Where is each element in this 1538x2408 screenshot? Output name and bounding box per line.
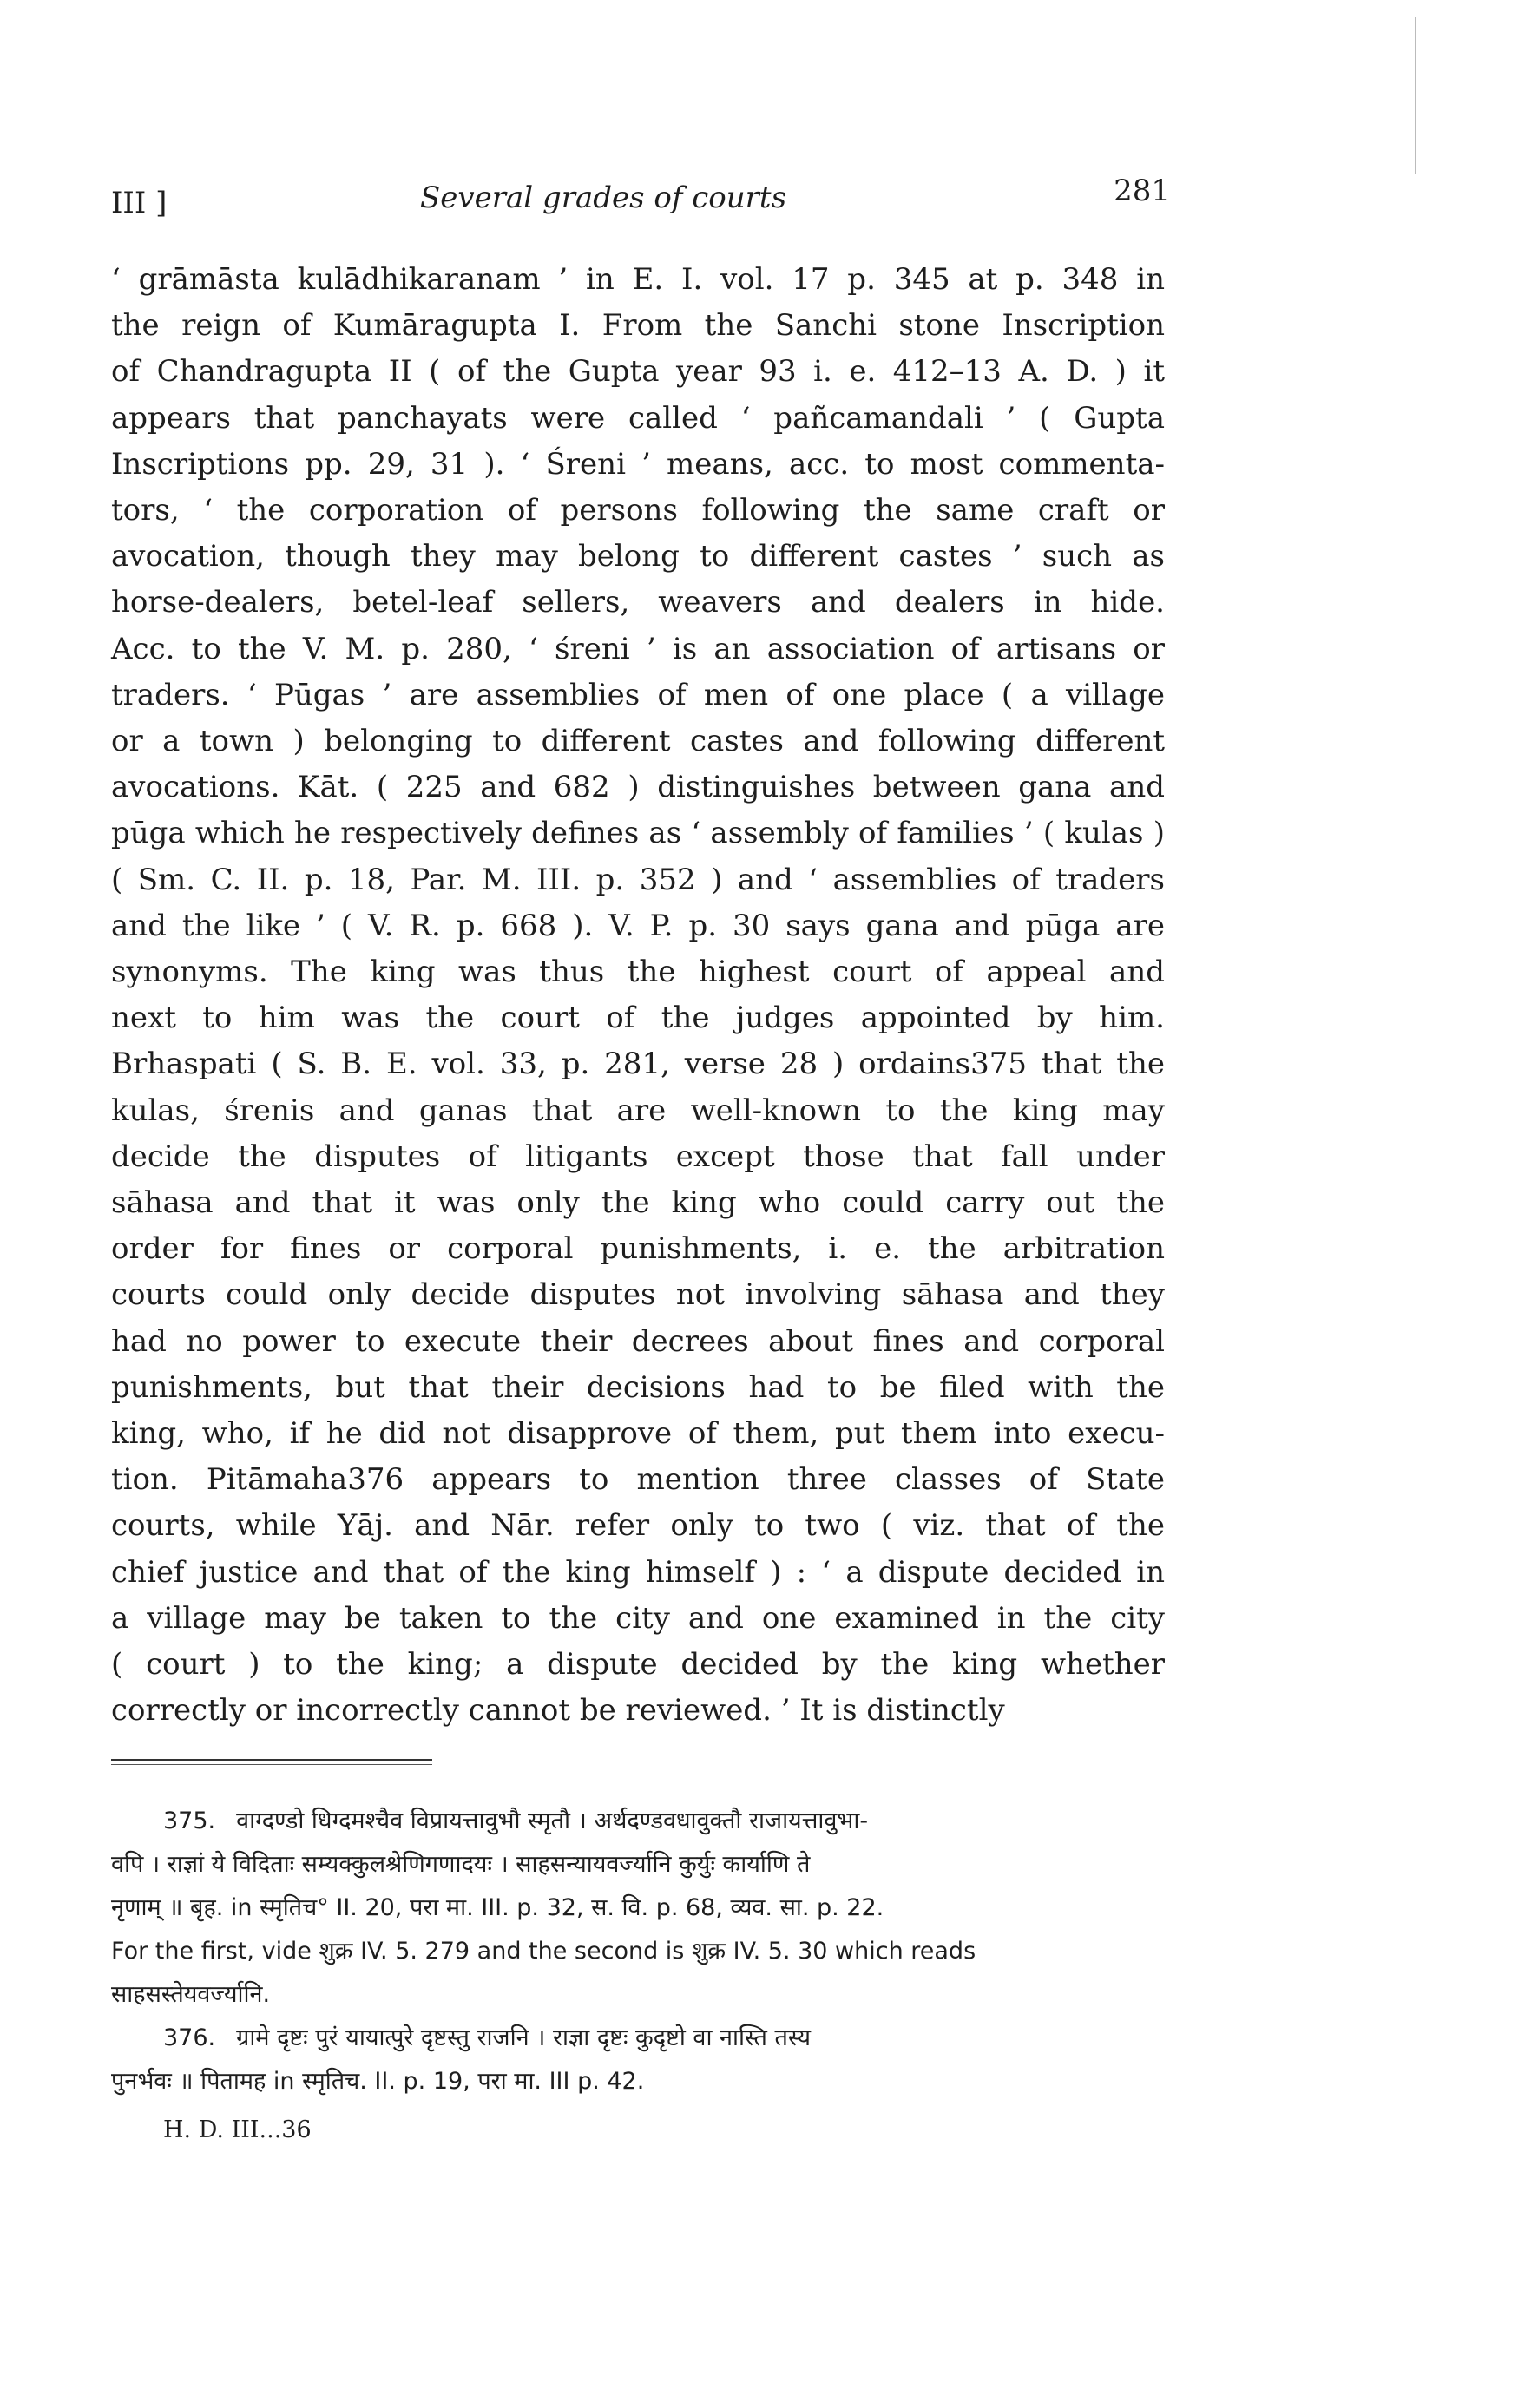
footnote-number: 376. [163, 2024, 216, 2051]
body-line: Acc. to the V. M. p. 280, ‘ śreni ’ is an association of artisans or [111, 631, 1165, 666]
footnote-375-line-4: साहसस्तेयवर्ज्यानि. [111, 1980, 271, 2008]
footnote-rule [111, 1759, 432, 1765]
footnote-376-line-1: पुनर्भवः ॥ पितामह in स्मृतिच. II. p. 19, परा मा. III p. 42. [111, 2067, 645, 2095]
body-line: kulas, śrenis and ganas that are well-known to the king may [111, 1092, 1165, 1128]
body-line: and the like ’ ( V. R. p. 668 ). V. P. p. 30 says gana and pūga are [111, 908, 1165, 943]
body-line: synonyms. The king was thus the highest court of appeal and [111, 955, 1165, 990]
body-line: pūga which he respectively defines as ‘ assembly of families ’ ( kulas ) [111, 816, 1165, 851]
margin-scan-line [1415, 17, 1416, 174]
body-line: appears that panchayats were called ‘ pañcamandali ’ ( Gupta [111, 400, 1165, 436]
body-line: horse-dealers, betel-leaf sellers, weavers and dealers in hide. [111, 585, 1165, 620]
body-line: ‘ grāmāsta kulādhikaranam ’ in E. I. vol. 17 p. 345 at p. 348 in [111, 262, 1165, 297]
footnote-375-line-0: 375. वाग्दण्डो धिग्दमश्चैव विप्रायत्तावुभौ स्मृतौ । अर्थदण्डवधावुक्तौ राजायत्तावुभा- [163, 1807, 869, 1834]
footnote-number: 375. [163, 1807, 216, 1834]
body-line: courts, while Yāj. and Nār. refer only to two ( viz. that of the [111, 1508, 1165, 1544]
body-line: avocations. Kāt. ( 225 and 682 ) distinguishes between gana and [111, 770, 1165, 805]
footnote-375 [111, 1800, 1165, 2017]
body-line: Inscriptions pp. 29, 31 ). ‘ Śreni ’ means, acc. to most commenta- [111, 446, 1165, 482]
page-number: 281 [1114, 174, 1170, 208]
running-title: Several grades of courts [420, 180, 787, 215]
signature-mark: H. D. III...36 [163, 2116, 312, 2143]
footnote-376 [111, 2017, 1165, 2103]
body-line: the reign of Kumāragupta I. From the Sanchi stone Inscription [111, 308, 1165, 344]
body-line: correctly or incorrectly cannot be reviewed. ’ It is distinctly [111, 1693, 1005, 1729]
body-line: of Chandragupta II ( of the Gupta year 93 i. e. 412–13 A. D. ) it [111, 354, 1165, 390]
body-line: tors, ‘ the corporation of persons following the same craft or [111, 493, 1165, 528]
body-line: order for fines or corporal punishments, i. e. the arbitration [111, 1231, 1165, 1267]
body-line: punishments, but that their decisions had to be filed with the [111, 1369, 1165, 1405]
body-line: or a town ) belonging to different castes and following different [111, 724, 1165, 759]
footnote-375-line-1: वपि । राज्ञां ये विदिताः सम्यक्कुलश्रेणिगणादयः । साहसन्यायवर्ज्यानि कुर्युः कार्याणि ते [111, 1850, 811, 1878]
body-line: next to him was the court of the judges appointed by him. [111, 1001, 1165, 1036]
footnotes [111, 1800, 1165, 2152]
book-page [111, 174, 1170, 2152]
body-line: a village may be taken to the city and one examined in the city [111, 1600, 1165, 1636]
body-line: traders. ‘ Pūgas ’ are assemblies of men of one place ( a village [111, 677, 1165, 712]
footnote-375-line-3: For the first, vide शुक्र IV. 5. 279 and the second is शुक्र IV. 5. 30 which reads [111, 1937, 976, 1965]
body-line: had no power to execute their decrees about fines and corporal [111, 1323, 1165, 1359]
body-line: sāhasa and that it was only the king who could carry out the [111, 1185, 1165, 1221]
chapter-marker: III ] [111, 186, 168, 220]
footnote-375-line-2: नृणाम् ॥ बृह. in स्मृतिच° II. 20, परा मा. III. p. 32, स. वि. p. 68, व्यव. सा. p. 22. [111, 1893, 884, 1921]
footnote-376-line-0: 376. ग्रामे दृष्टः पुरं यायात्पुरे दृष्टस्तु राजनि । राज्ञा दृष्टः कुदृष्टो वा नास्ति तस्य [163, 2024, 812, 2051]
body-line: chief justice and that of the king himself ) : ‘ a dispute decided in [111, 1554, 1165, 1590]
body-line: Brhaspati ( S. B. E. vol. 33, p. 281, verse 28 ) ordains375 that the [111, 1047, 1165, 1082]
body-line: tion. Pitāmaha376 appears to mention three classes of State [111, 1462, 1165, 1498]
body-line: ( Sm. C. II. p. 18, Par. M. III. p. 352 ) and ‘ assemblies of traders [111, 862, 1165, 897]
body-line: avocation, though they may belong to different castes ’ such as [111, 539, 1165, 574]
body-line: ( court ) to the king; a dispute decided by the king whether [111, 1647, 1165, 1683]
page-header [111, 174, 1170, 226]
body-line: king, who, if he did not disapprove of them, put them into execu- [111, 1416, 1165, 1452]
body-text [111, 257, 1165, 1735]
body-line: decide the disputes of litigants except those that fall under [111, 1138, 1165, 1174]
body-line: courts could only decide disputes not involving sāhasa and they [111, 1277, 1165, 1313]
